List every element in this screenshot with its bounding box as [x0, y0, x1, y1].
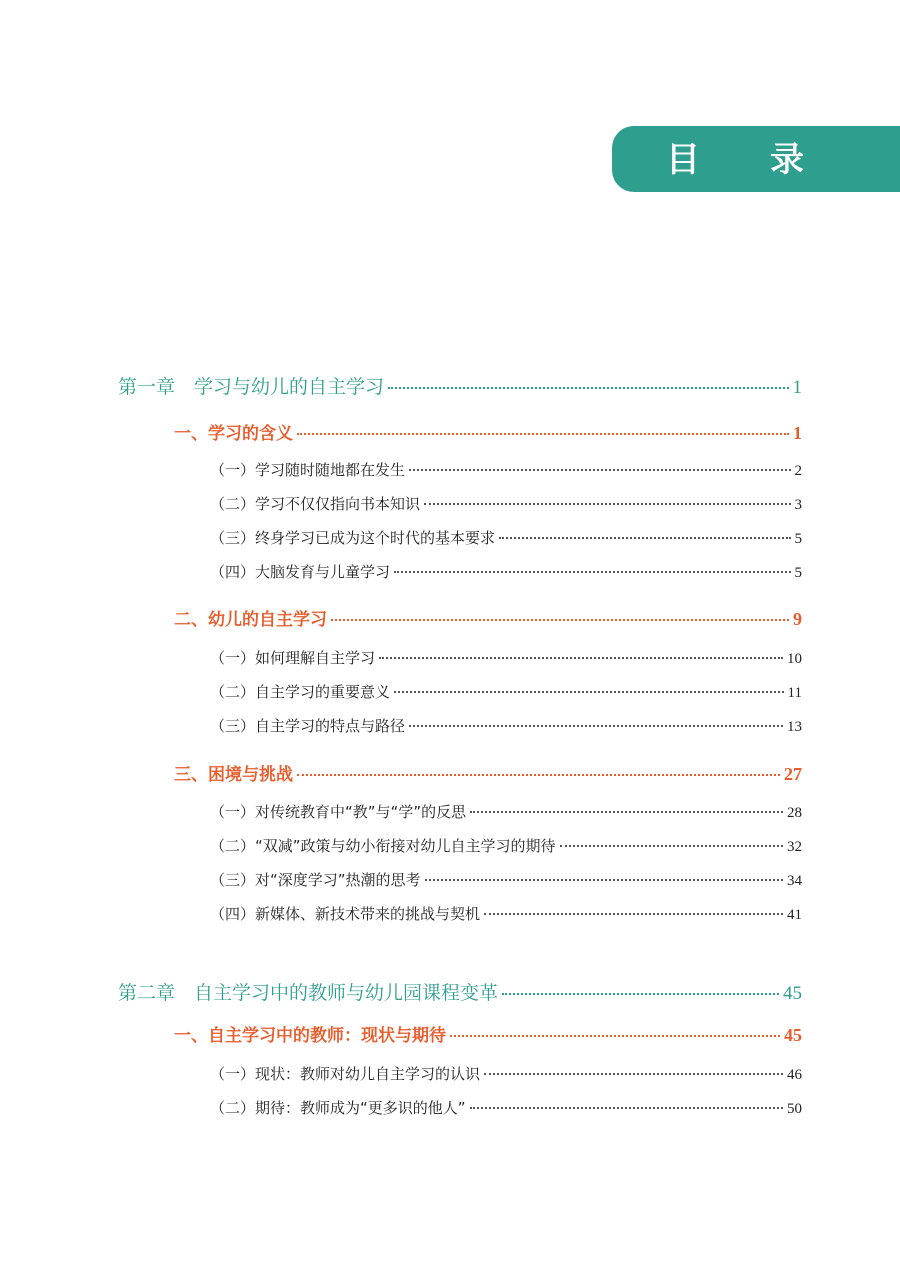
toc-subsection[interactable] — [210, 1063, 802, 1084]
toc-page-number: 1 — [793, 423, 802, 443]
toc-leader-dots — [425, 879, 783, 881]
toc-label: （一）对传统教育中“教”与“学”的反思 — [210, 803, 467, 821]
toc-section[interactable] — [174, 1021, 802, 1046]
toc-page-number: 45 — [784, 1025, 802, 1045]
toc-leader-dots — [379, 657, 783, 659]
toc-page-number: 5 — [794, 531, 802, 547]
toc-leader-dots — [470, 811, 783, 813]
toc-page-number: 3 — [794, 497, 802, 513]
toc-label: （一）学习随时随地都在发生 — [210, 461, 406, 479]
toc-page-number: 2 — [794, 463, 802, 479]
toc-label: （一）现状：教师对幼儿自主学习的认识 — [210, 1065, 481, 1083]
title-tab — [612, 126, 900, 192]
toc-leader-dots — [331, 619, 789, 621]
toc-section[interactable] — [174, 419, 802, 444]
toc-subsection[interactable] — [210, 493, 802, 514]
toc-leader-dots — [484, 913, 783, 915]
toc-label: 一、自主学习中的教师：现状与期待 — [174, 1026, 446, 1046]
toc-label: （四）新媒体、新技术带来的挑战与契机 — [210, 905, 481, 923]
toc-page-number: 28 — [787, 805, 802, 821]
toc-chapter-2[interactable] — [118, 978, 802, 1005]
toc-section[interactable] — [174, 760, 802, 785]
toc-label: （三）自主学习的特点与路径 — [210, 717, 406, 735]
toc-subsection[interactable] — [210, 561, 802, 582]
toc-subsection[interactable] — [210, 801, 802, 822]
toc-label: （四）大脑发育与儿童学习 — [210, 563, 391, 581]
toc-leader-dots — [297, 774, 780, 776]
toc-leader-dots — [388, 387, 788, 389]
page-title-char-1: 目 — [666, 140, 700, 180]
toc-label: 三、困境与挑战 — [174, 765, 293, 785]
toc-label: 二、幼儿的自主学习 — [174, 610, 327, 630]
toc-leader-dots — [394, 571, 790, 573]
toc-label: 一、学习的含义 — [174, 424, 293, 444]
toc-label: （三）终身学习已成为这个时代的基本要求 — [210, 529, 496, 547]
toc-leader-dots — [484, 1073, 783, 1075]
toc-subsection[interactable] — [210, 459, 802, 480]
toc-page-number: 11 — [787, 685, 802, 701]
toc-label: （二）自主学习的重要意义 — [210, 683, 391, 701]
toc-subsection[interactable] — [210, 1097, 802, 1118]
toc-leader-dots — [409, 469, 790, 471]
toc-subsection[interactable] — [210, 903, 802, 924]
toc-chapter-1[interactable] — [118, 372, 802, 399]
toc-leader-dots — [450, 1035, 780, 1037]
toc-section[interactable] — [174, 605, 802, 630]
toc-label: （一）如何理解自主学习 — [210, 649, 376, 667]
toc-leader-dots — [394, 691, 784, 693]
toc-label: （二）“双减”政策与幼小衔接对幼儿自主学习的期待 — [210, 837, 556, 855]
toc-leader-dots — [560, 845, 783, 847]
toc-leader-dots — [499, 537, 790, 539]
toc-leader-dots — [409, 725, 783, 727]
toc-label: 第一章 学习与幼儿的自主学习 — [118, 376, 385, 398]
toc-subsection[interactable] — [210, 647, 802, 668]
toc-label: （三）对“深度学习”热潮的思考 — [210, 871, 421, 889]
toc-subsection[interactable] — [210, 681, 802, 702]
toc-label: （二）期待：教师成为“更多识的他人” — [210, 1099, 466, 1117]
toc-page-number: 9 — [793, 609, 802, 629]
toc-leader-dots — [502, 993, 779, 995]
page-title-char-2: 录 — [770, 140, 804, 180]
toc-leader-dots — [470, 1107, 783, 1109]
toc-label: 第二章 自主学习中的教师与幼儿园课程变革 — [118, 982, 499, 1004]
toc-page-number: 50 — [787, 1101, 802, 1117]
toc-subsection[interactable] — [210, 715, 802, 736]
toc-subsection[interactable] — [210, 527, 802, 548]
toc-page-number: 5 — [794, 565, 802, 581]
toc-page-number: 46 — [787, 1067, 802, 1083]
toc-page-number: 27 — [784, 764, 802, 784]
toc-page-number: 32 — [787, 839, 802, 855]
toc-page-number: 45 — [783, 983, 802, 1004]
toc-subsection[interactable] — [210, 869, 802, 890]
toc-page-number: 1 — [792, 377, 802, 398]
toc-page-number: 34 — [787, 873, 802, 889]
toc-leader-dots — [424, 503, 790, 505]
toc-page-number: 41 — [787, 907, 802, 923]
toc-subsection[interactable] — [210, 835, 802, 856]
toc-label: （二）学习不仅仅指向书本知识 — [210, 495, 421, 513]
toc-page-number: 10 — [787, 651, 802, 667]
toc-page-number: 13 — [787, 719, 802, 735]
toc-leader-dots — [297, 433, 789, 435]
